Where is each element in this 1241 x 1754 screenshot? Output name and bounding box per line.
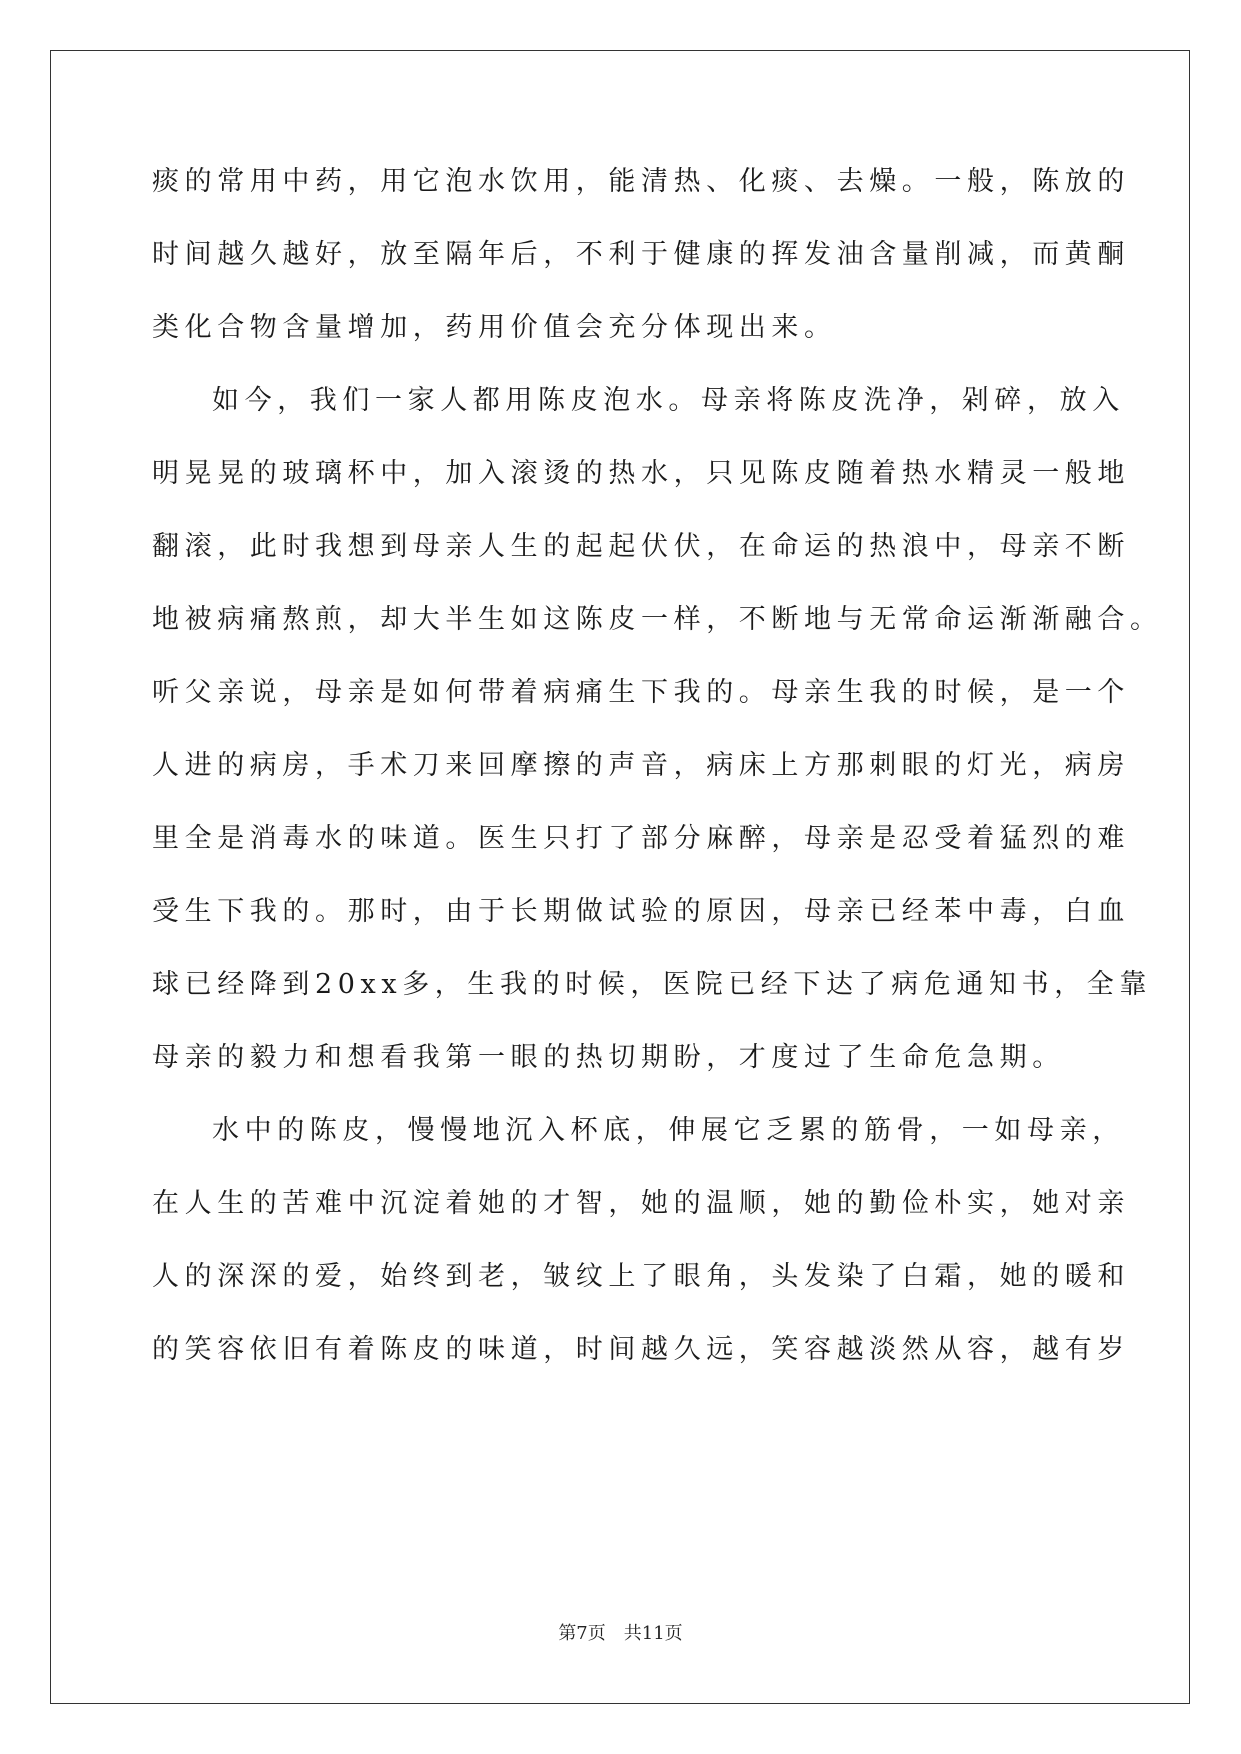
text-line: 的笑容依旧有着陈皮的味道，时间越久远，笑容越淡然从容，越有岁 [152,1334,1130,1365]
text-line: 球已经降到20xx多，生我的时候，医院已经下达了病危通知书，全靠 [152,969,1153,1000]
text-line: 在人生的苦难中沉淀着她的才智，她的温顺，她的勤俭朴实，她对亲 [152,1188,1130,1219]
text-line: 母亲的毅力和想看我第一眼的热切期盼，才度过了生命危急期。 [152,1042,1065,1073]
text-line: 里全是消毒水的味道。医生只打了部分麻醉，母亲是忍受着猛烈的难 [152,823,1130,854]
current-page-number: 第7页 [558,1623,606,1644]
text-line: 时间越久越好，放至隔年后，不利于健康的挥发油含量削减，而黄酮 [152,239,1130,270]
text-line: 类化合物含量增加，药用价值会充分体现出来。 [152,312,837,343]
page-border [50,50,1190,1704]
text-line: 人进的病房，手术刀来回摩擦的声音，病床上方那刺眼的灯光，病房 [152,750,1130,781]
text-line: 人的深深的爱，始终到老，皱纹上了眼角，头发染了白霜，她的暖和 [152,1261,1130,1292]
text-line: 明晃晃的玻璃杯中，加入滚烫的热水，只见陈皮随着热水精灵一般地 [152,458,1130,489]
total-pages: 共11页 [623,1623,683,1644]
text-line: 水中的陈皮，慢慢地沉入杯底，伸展它乏累的筋骨，一如母亲， [212,1115,1125,1146]
text-line: 痰的常用中药，用它泡水饮用，能清热、化痰、去燥。一般，陈放的 [152,166,1130,197]
text-line: 地被病痛熬煎，却大半生如这陈皮一样，不断地与无常命运渐渐融合。 [152,604,1163,635]
text-line: 听父亲说，母亲是如何带着病痛生下我的。母亲生我的时候，是一个 [152,677,1130,708]
text-line: 如今，我们一家人都用陈皮泡水。母亲将陈皮洗净，剁碎，放入 [212,385,1125,416]
text-line: 翻滚，此时我想到母亲人生的起起伏伏，在命运的热浪中，母亲不断 [152,531,1130,562]
page-footer [0,1622,1241,1646]
text-line: 受生下我的。那时，由于长期做试验的原因，母亲已经苯中毒，白血 [152,896,1130,927]
